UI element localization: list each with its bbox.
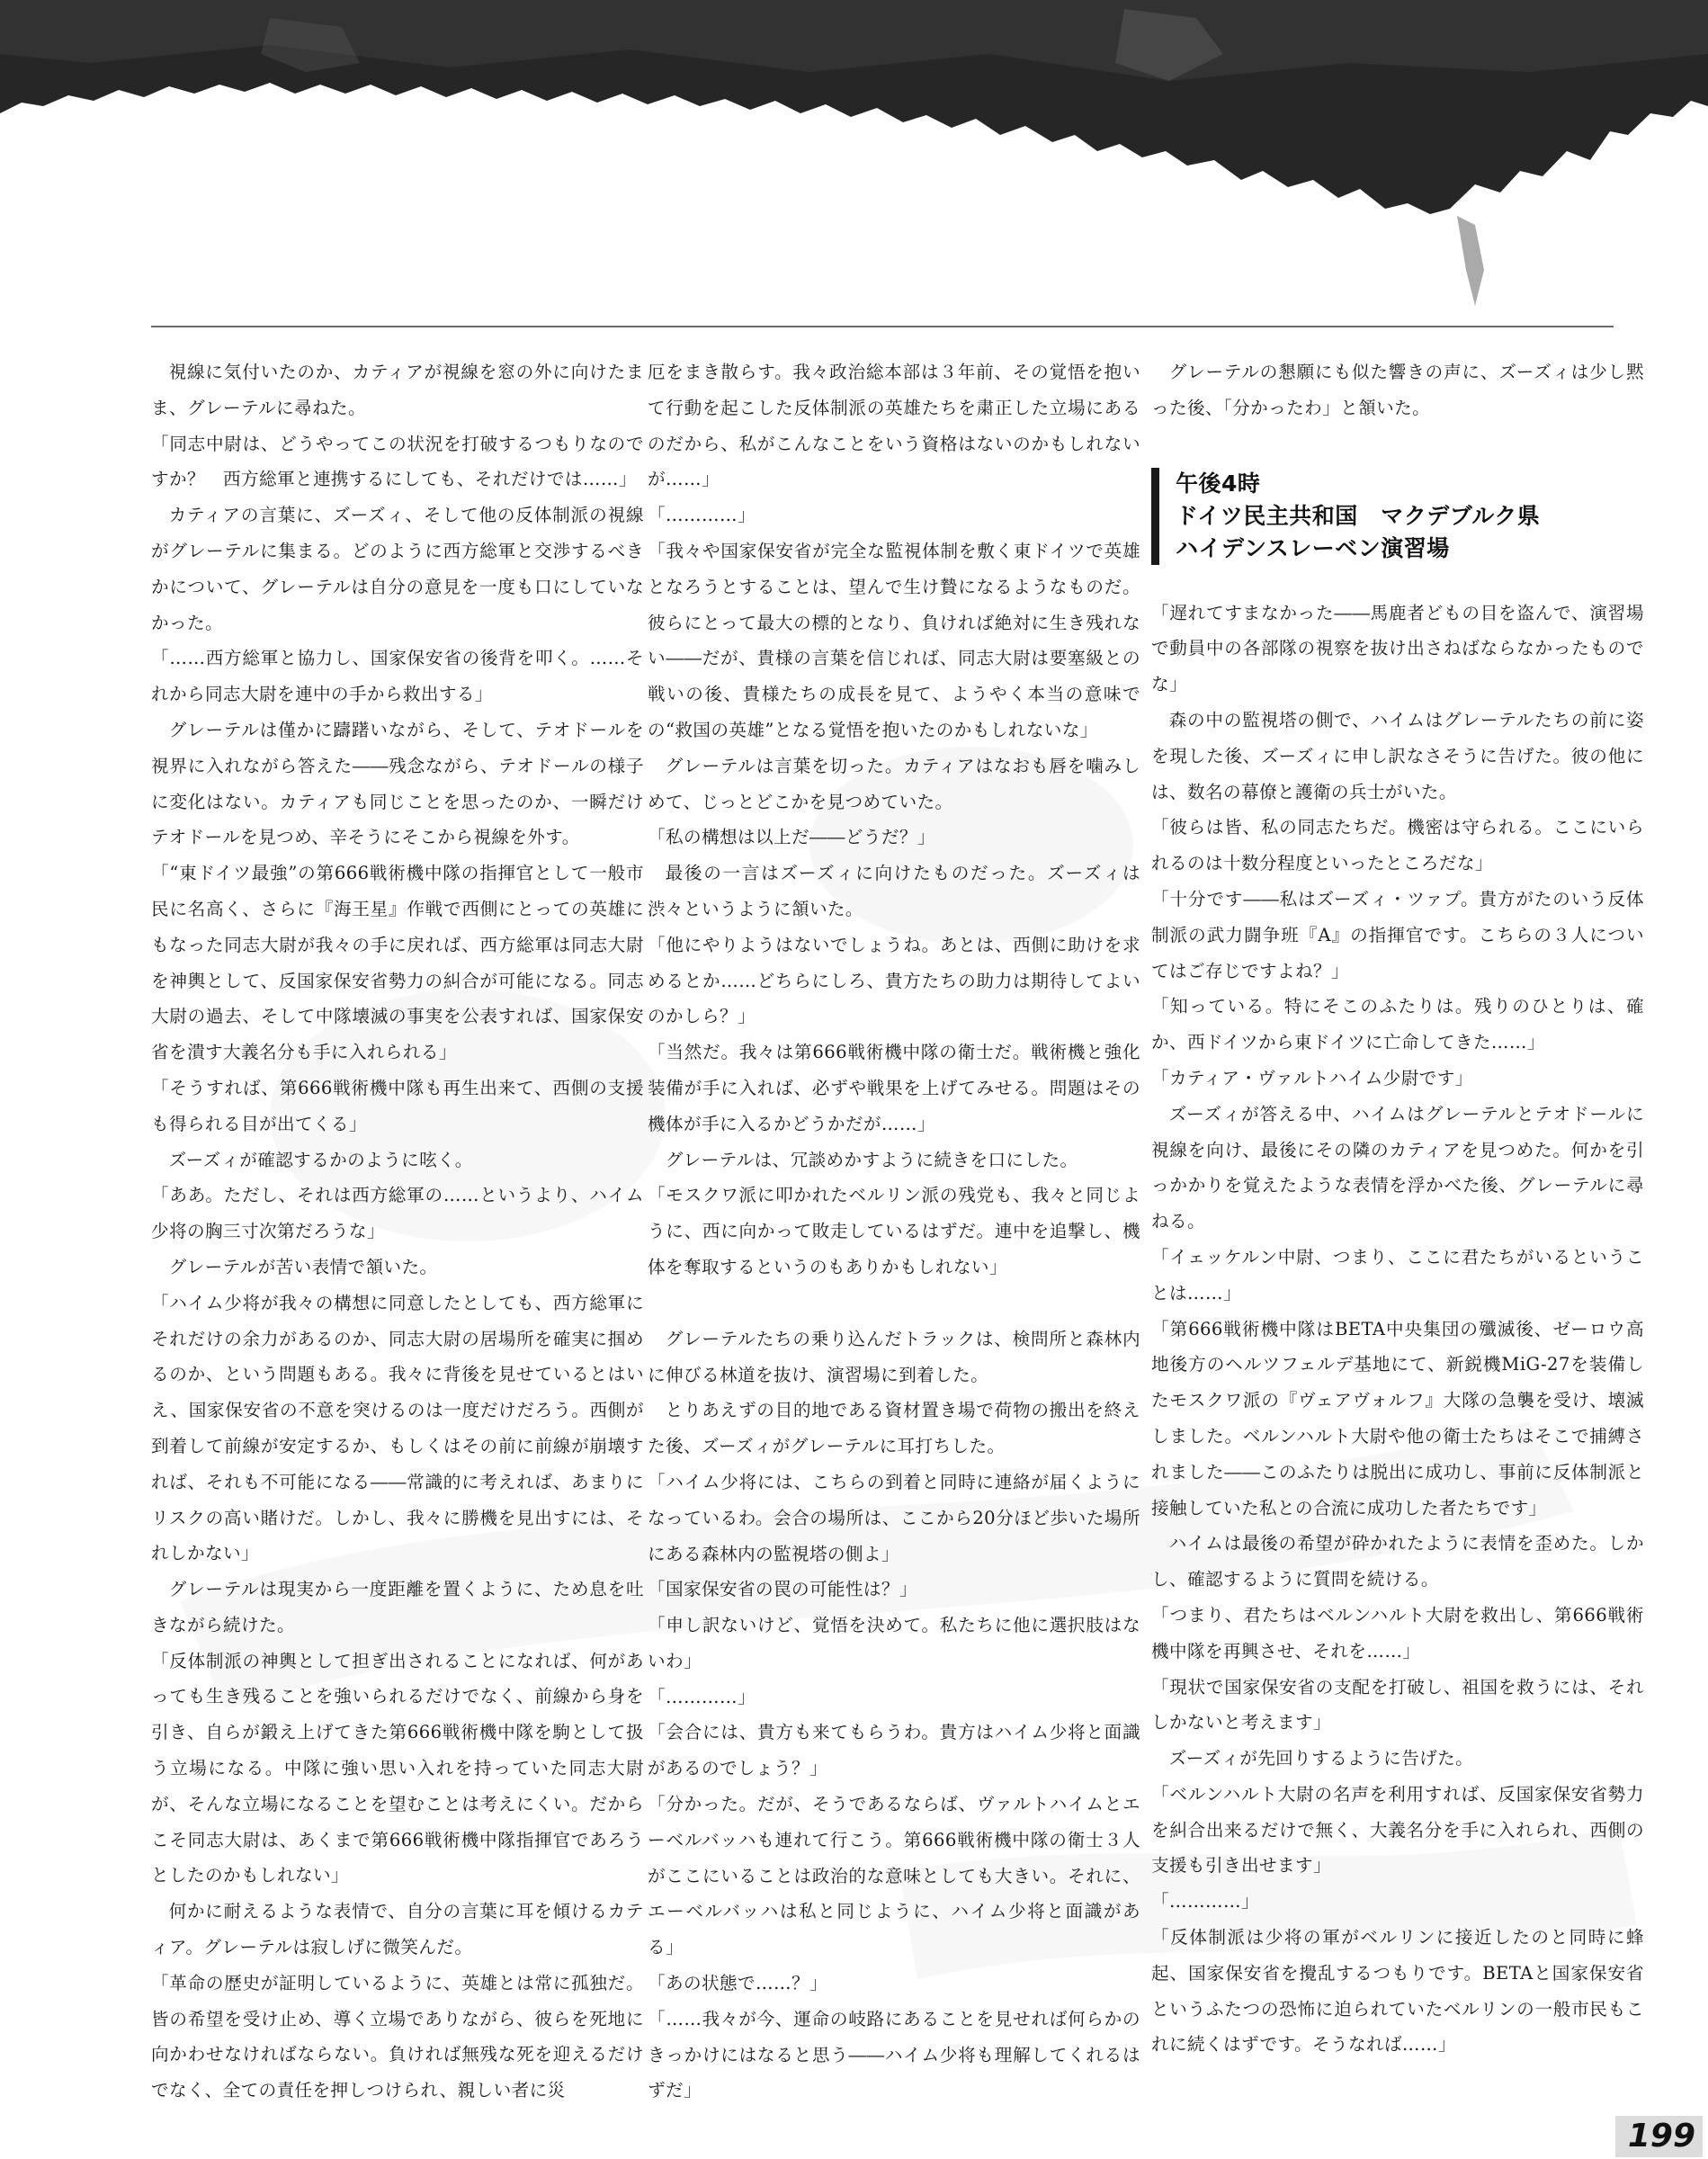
paragraph: 「あの状態で……？」 <box>648 1973 827 1994</box>
heading-place: ハイデンスレーベン演習場 <box>1176 534 1450 561</box>
paragraph: ズーズィが答える中、ハイムはグレーテルとテオドールに視線を向け、最後にその隣のカティアを見つめた。何かを引っかかりを覚えたような表情を浮かべた後、グレーテルに尋ねる。 <box>1151 1103 1644 1232</box>
paragraph: 「他にやりようはないでしょうね。あとは、西側に助けを求めるとか……どちらにしろ、貴方たちの助力は期待してよいのかしら？」 <box>648 934 1140 1027</box>
paragraph: 「モスクワ派に叩かれたベルリン派の残党も、我々と同じように、西に向かって敗走しているはずだ。連中を追撃し、機体を奪取するというのもありかもしれない」 <box>648 1185 1140 1277</box>
paragraph: 「……西方総軍と協力し、国家保安省の後背を叩く。……それから同志大尉を連中の手から救出する」 <box>151 648 644 705</box>
paragraph: カティアの言葉に、ズーズィ、そして他の反体制派の視線がグレーテルに集まる。どのように西方総軍と交渉するべきかについて、グレーテルは自分の意見を一度も口にしていなかった。 <box>151 505 644 633</box>
paragraph: ズーズィが確認するかのように呟く。 <box>168 1149 473 1170</box>
paragraph: 「つまり、君たちはベルンハルト大尉を救出し、第666戦術機中隊を再興させ、それを……」 <box>1151 1604 1644 1662</box>
section-heading <box>1151 468 1644 565</box>
heading-time: 午後4時 <box>1176 470 1261 497</box>
paragraph: 「同志中尉は、どうやってこの状況を打破するつもりなのですか？ 西方総軍と連携するにしても、それだけでは……」 <box>151 433 644 490</box>
page-number: 199 <box>1615 2116 1703 2157</box>
text-column-1 <box>151 354 644 2109</box>
paragraph: 厄をまき散らす。我々政治総本部は３年前、その覚悟を抱いて行動を起こした反体制派の英雄たちを粛正した立場にあるのだから、私がこんなことをいう資格はないのかもしれないが……」 <box>648 362 1140 490</box>
paragraph: 「ベルンハルト大尉の名声を利用すれば、反国家保安省勢力を糾合出来るだけで無く、大義名分を手に入れられ、西側の支援も引き出せます」 <box>1151 1783 1644 1877</box>
paragraph: 「ああ。ただし、それは西方総軍の……というより、ハイム少将の胸三寸次第だろうな」 <box>151 1185 644 1242</box>
paragraph: 「知っている。特にそこのふたりは。残りのひとりは、確か、西ドイツから東ドイツに亡命してきた……」 <box>1151 996 1644 1053</box>
paragraph: 「“東ドイツ最強”の第666戦術機中隊の指揮官として一般市民に名高く、さらに『海王星』作戦で西側にとっての英雄にもなった同志大尉が我々の手に戻れば、西方総軍は同志大尉を神輿として、反国家保安省勢力の糾合が可能になる。同志大尉の過去、そして中隊壊滅の事実を公表すれば、国家保安省を潰す大義名分も手に入れられる」 <box>151 863 644 1063</box>
paragraph: 森の中の監視塔の側で、ハイムはグレーテルたちの前に姿を現した後、ズーズィに申し訳なさそうに告げた。彼の他には、数名の幕僚と護衛の兵士がいた。 <box>1151 709 1644 802</box>
paragraph: ハイムは最後の希望が砕かれたように表情を歪めた。しかし、確認するように質問を続ける。 <box>1151 1533 1644 1590</box>
paragraph: 「我々や国家保安省が完全な監視体制を敷く東ドイツで英雄となろうとすることは、望んで生け贄になるようなものだ。彼らにとって最大の標的となり、負ければ絶対に生き残れない――だが、貴様の言葉を信じれば、同志大尉は要塞級との戦いの後、貴様たちの成長を見て、ようやく本当の意味での“救国の英雄”となる覚悟を抱いたのかもしれないな」 <box>648 540 1140 740</box>
paragraph: 「反体制派は少将の軍がベルリンに接近したのと同時に蜂起、国家保安省を攪乱するつもりです。BETAと国家保安省というふたつの恐怖に迫られていたベルリンの一般市民もこれに続くはずです。そうなれば……」 <box>1151 1927 1644 2056</box>
paragraph: 最後の一言はズーズィに向けたものだった。ズーズィは渋々というように頷いた。 <box>648 863 1140 919</box>
paragraph: 何かに耐えるような表情で、自分の言葉に耳を傾けるカティア。グレーテルは寂しげに微笑んだ。 <box>151 1901 644 1958</box>
paragraph: 「申し訳ないけど、覚悟を決めて。私たちに他に選択肢はないわ」 <box>648 1615 1140 1671</box>
paragraph: 「反体制派の神輿として担ぎ出されることになれば、何があっても生き残ることを強いられるだけでなく、前線から身を引き、自らが鍛え上げてきた第666戦術機中隊を駒として扱う立場になる。中隊に強い思い入れを持っていた同志大尉が、そんな立場になることを望むことは考えにくい。だからこそ同志大尉は、あくまで第666戦術機中隊指揮官であろうとしたのかもしれない」 <box>151 1650 644 1886</box>
paragraph: 「…………」 <box>648 505 756 526</box>
text-column-3 <box>1151 354 1644 2063</box>
paragraph: 「彼らは皆、私の同志たちだ。機密は守られる。ここにいられるのは十数分程度といったところだな」 <box>1151 817 1644 874</box>
paragraph: 「第666戦術機中隊はBETA中央集団の殲滅後、ゼーロウ高地後方のヘルツフェルデ基地にて、新鋭機MiG-27を装備したモスクワ派の『ヴェアヴォルフ』大隊の急襲を受け、壊滅しました。ベルンハルト大尉や他の衛士たちはそこで捕縛されました――このふたりは脱出に成功し、事前に反体制派と接触していた私との合流に成功した者たちです」 <box>1151 1318 1644 1518</box>
paragraph: 「現状で国家保安省の支配を打破し、祖国を救うには、それしかないと考えます」 <box>1151 1676 1644 1733</box>
paragraph: グレーテルの懇願にも似た響きの声に、ズーズィは少し黙った後、「分かったわ」と頷いた。 <box>1151 362 1644 418</box>
header-rule <box>151 326 1614 327</box>
paragraph: グレーテルは僅かに躊躇いながら、そして、テオドールを視界に入れながら答えた――残念ながら、テオドールの様子に変化はない。カティアも同じことを思ったのか、一瞬だけテオドールを見つめ、辛そうにそこから視線を外す。 <box>151 719 644 848</box>
paragraph: 「ハイム少将には、こちらの到着と同時に連絡が届くようになっているわ。会合の場所は、ここから20分ほど歩いた場所にある森林内の監視塔の側よ」 <box>648 1471 1140 1564</box>
paragraph: 「十分です――私はズーズィ・ツァプ。貴方がたのいう反体制派の武力闘争班『A』の指揮官です。こちらの３人についてはご存じですよね？」 <box>1151 888 1644 981</box>
paragraph: 「カティア・ヴァルトハイム少尉です」 <box>1151 1067 1473 1088</box>
paragraph: 「ハイム少将が我々の構想に同意したとしても、西方総軍にそれだけの余力があるのか、同志大尉の居場所を確実に掴めるのか、という問題もある。我々に背後を見せているとはいえ、国家保安省の不意を突けるのは一度だけだろう。西側が到着して前線が安定するか、もしくはその前に前線が崩壊すれば、それも不可能になる――常識的に考えれば、あまりにリスクの高い賭けだ。しかし、我々に勝機を見出すには、それしかない」 <box>151 1292 644 1564</box>
paragraph: グレーテルは言葉を切った。カティアはなおも唇を噛みしめて、じっとどこかを見つめていた。 <box>648 755 1140 812</box>
paragraph: 「当然だ。我々は第666戦術機中隊の衛士だ。戦術機と強化装備が手に入れば、必ずや戦果を上げてみせる。問題はその機体が手に入るかどうかだが……」 <box>648 1042 1140 1134</box>
paragraph: 「そうすれば、第666戦術機中隊も再生出来て、西側の支援も得られる目が出てくる」 <box>151 1077 644 1134</box>
scene-break <box>648 1286 1140 1321</box>
paragraph: 「…………」 <box>648 1686 756 1707</box>
grunge-header-banner <box>0 0 1708 378</box>
paragraph: 「私の構想は以上だ――どうだ？」 <box>648 827 935 848</box>
paragraph: 「…………」 <box>1151 1891 1259 1913</box>
paragraph: グレーテルは現実から一度距離を置くように、ため息を吐きながら続けた。 <box>151 1579 644 1635</box>
paragraph: ズーズィが先回りするように告げた。 <box>1168 1748 1474 1769</box>
paragraph: 「革命の歴史が証明しているように、英雄とは常に孤独だ。皆の希望を受け止め、導く立場でありながら、彼らを死地に向かわせなければならない。負ければ無残な死を迎えるだけでなく、全ての責任を押しつけられ、親しい者に災 <box>151 1972 644 2101</box>
paragraph: 「分かった。だが、そうであるならば、ヴァルトハイムとエーベルバッハも連れて行こう。第666戦術機中隊の衛士３人がここにいることは政治的な意味としても大きい。それに、エーベルバッハは私と同じように、ハイム少将と面識がある」 <box>648 1794 1140 1958</box>
paragraph: 視線に気付いたのか、カティアが視線を窓の外に向けたまま、グレーテルに尋ねた。 <box>151 362 644 418</box>
paragraph: 「……我々が今、運命の岐路にあることを見せれば何らかのきっかけにはなると思う――ハイム少将も理解してくれるはずだ」 <box>648 2008 1140 2101</box>
paragraph: グレーテルたちの乗り込んだトラックは、検問所と森林内に伸びる林道を抜け、演習場に到着した。 <box>648 1328 1140 1385</box>
paragraph: 「国家保安省の罠の可能性は？」 <box>648 1579 917 1600</box>
paragraph: 「遅れてすまなかった――馬鹿者どもの目を盗んで、演習場で動員中の各部隊の視察を抜け出さねばならなかったものでな」 <box>1151 602 1644 695</box>
paragraph: 「イェッケルン中尉、つまり、ここに君たちがいるということは……」 <box>1151 1246 1644 1303</box>
paragraph: グレーテルは、冗談めかすように続きを口にした。 <box>665 1149 1078 1170</box>
text-column-2 <box>648 354 1140 2109</box>
heading-country: ドイツ民主共和国 マクデブルク県 <box>1176 502 1541 529</box>
paragraph: グレーテルが苦い表情で頷いた。 <box>168 1256 438 1277</box>
paragraph: 「会合には、貴方も来てもらうわ。貴方はハイム少将と面識があるのでしょう？」 <box>648 1722 1140 1779</box>
paragraph: とりあえずの目的地である資材置き場で荷物の搬出を終えた後、ズーズィがグレーテルに耳打ちした。 <box>648 1400 1140 1457</box>
